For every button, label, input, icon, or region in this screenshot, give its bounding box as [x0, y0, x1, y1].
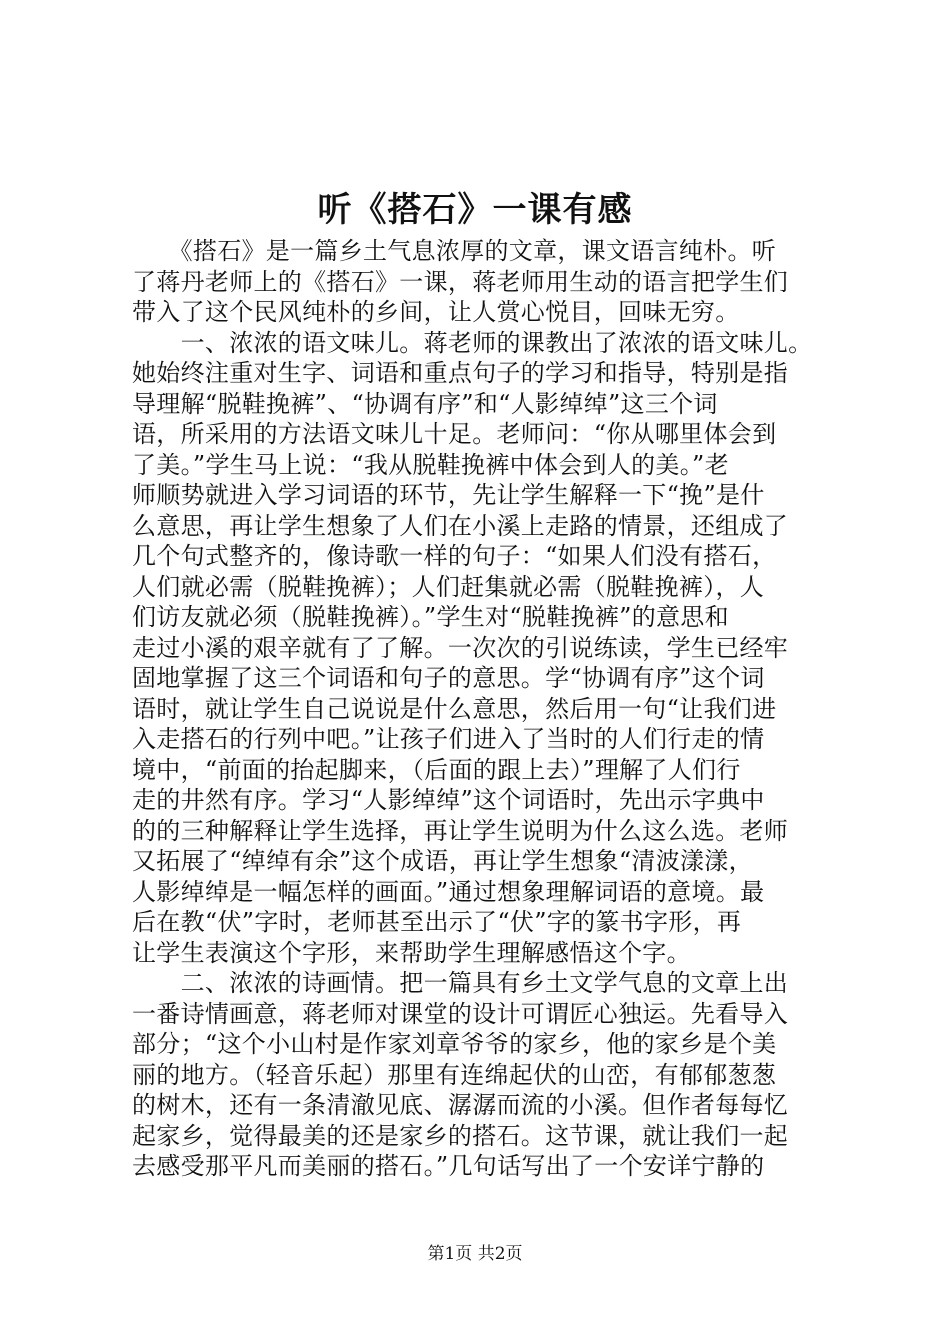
body-line: 入走搭石的行列中吧。”让孩子们进入了当时的人们行走的情	[132, 725, 765, 753]
document-body	[132, 236, 832, 1182]
body-line: 一番诗情画意，蒋老师对课堂的设计可谓匠心独运。先看导入	[132, 999, 789, 1028]
body-line: 几个句式整齐的，像诗歌一样的句子：“如果人们没有搭石，	[132, 542, 777, 570]
body-line: 《搭石》是一篇乡土气息浓厚的文章，课文语言纯朴。听	[132, 237, 777, 265]
body-line: 人影绰绰是一幅怎样的画面。”通过想象理解词语的意境。最	[132, 877, 765, 906]
body-line: 了蒋丹老师上的《搭石》一课，蒋老师用生动的语言把学生们	[132, 267, 789, 296]
body-line: 走过小溪的艰辛就有了了解。一次次的引说练读，学生已经牢	[132, 633, 789, 662]
document-title: 听《搭石》一课有感	[317, 190, 633, 230]
body-line: 么意思，再让学生想象了人们在小溪上走路的情景，还组成了	[132, 511, 789, 540]
body-line: 境中，“前面的抬起脚来，（后面的跟上去）”理解了人们行	[132, 755, 741, 784]
body-line: 后在教“伏”字时，老师甚至出示了“伏”字的篆书字形，再	[132, 908, 742, 936]
body-line: 部分；“这个小山村是作家刘章爷爷的家乡，他的家乡是个美	[132, 1030, 777, 1058]
body-line: 师顺势就进入学习词语的环节，先让学生解释一下“挽”是什	[132, 481, 765, 509]
body-line: 她始终注重对生字、词语和重点句子的学习和指导，特别是指	[132, 359, 789, 387]
body-line: 起家乡，觉得最美的还是家乡的搭石。这节课，就让我们一起	[132, 1121, 789, 1150]
body-line: 们访友就必须（脱鞋挽裤）。”学生对“脱鞋挽裤”的意思和	[132, 603, 729, 631]
body-line: 语时，就让学生自己说说是什么意思，然后用一句“让我们进	[132, 694, 777, 723]
body-line: 丽的地方。（轻音乐起）那里有连绵起伏的山峦，有郁郁葱葱	[132, 1060, 777, 1089]
body-line: 走的井然有序。学习“人影绰绰”这个词语时，先出示字典中	[132, 786, 765, 814]
body-line: 去感受那平凡而美丽的搭石。”几句话写出了一个安详宁静的	[132, 1152, 765, 1180]
body-line: 的树木，还有一条清澈见底、潺潺而流的小溪。但作者每每忆	[132, 1091, 789, 1119]
body-line: 了美。”学生马上说：“我从脱鞋挽裤中体会到人的美。”老	[132, 450, 729, 479]
body-line: 的的三种解释让学生选择，再让学生说明为什么这么选。老师	[132, 816, 789, 845]
page-footer: 第1页 共2页	[427, 1244, 523, 1264]
body-line: 固地掌握了这三个词语和句子的意思。学“协调有序”这个词	[132, 664, 765, 692]
body-line: 让学生表演这个字形，来帮助学生理解感悟这个字。	[132, 938, 691, 967]
body-line: 导理解“脱鞋挽裤”、“协调有序”和“人影绰绰”这三个词	[132, 389, 718, 418]
body-line: 一、浓浓的语文味儿。蒋老师的课教出了浓浓的语文味儿。	[132, 328, 813, 357]
body-line: 语，所采用的方法语文味儿十足。老师问：“你从哪里体会到	[132, 420, 777, 448]
body-line: 二、浓浓的诗画情。把一篇具有乡土文学气息的文章上出	[132, 969, 789, 997]
body-line: 又拓展了“绰绰有余”这个成语，再让学生想象“清波漾漾，	[132, 847, 753, 875]
body-line: 带入了这个民风纯朴的乡间，让人赏心悦目，回味无穷。	[132, 298, 740, 326]
body-line: 人们就必需（脱鞋挽裤）；人们赶集就必需（脱鞋挽裤），人	[132, 572, 765, 601]
